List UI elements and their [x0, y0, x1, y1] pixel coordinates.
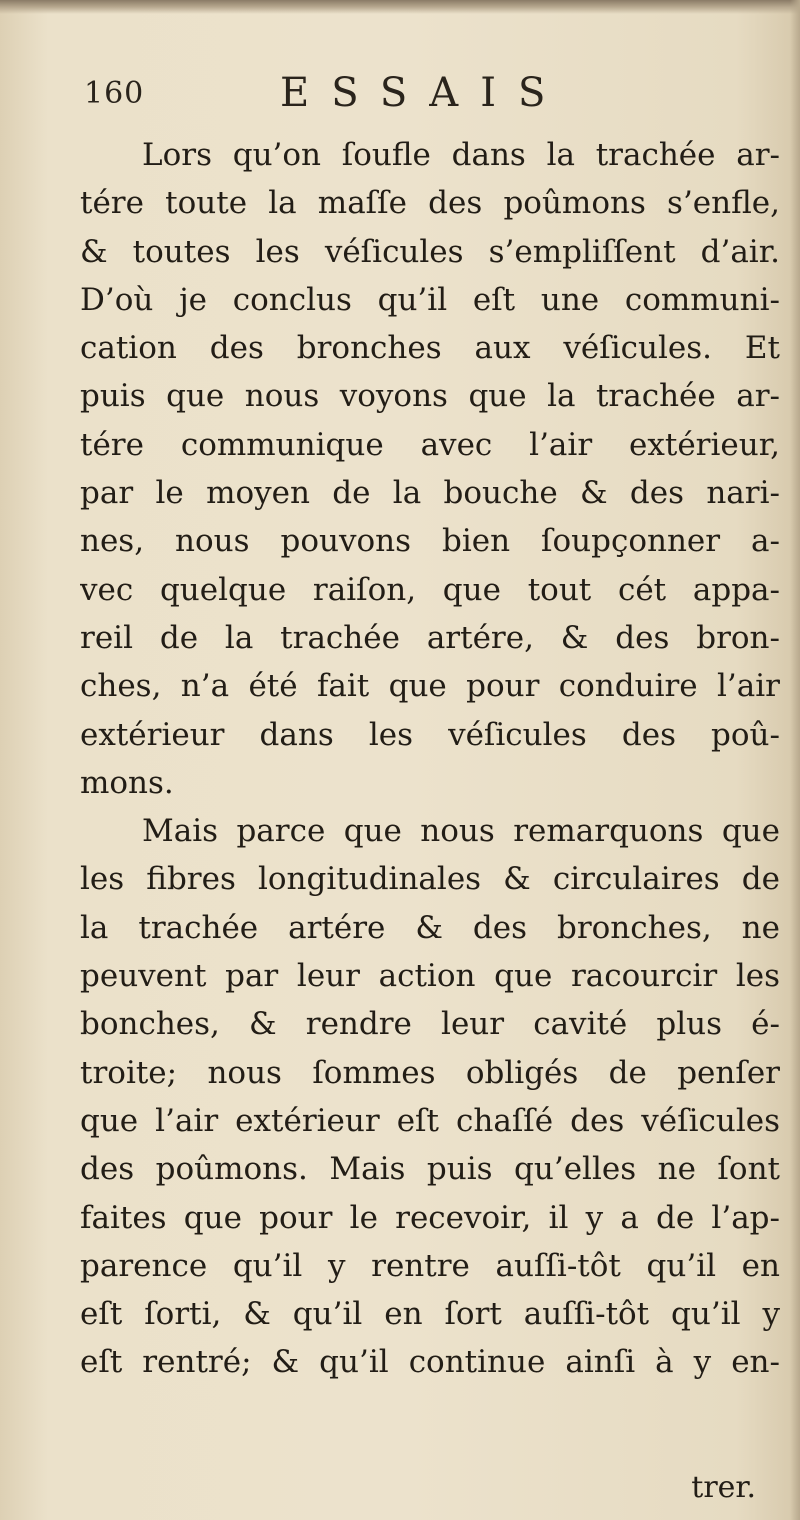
body-text — [80, 131, 780, 1387]
text-line: tére communique avec l’air extérieur, — [80, 426, 780, 463]
text-line: la trachée artére & des bronches, ne — [80, 909, 780, 946]
page-right-edge — [790, 0, 800, 1520]
text-line: peuvent par leur action que racourcir les — [80, 958, 780, 995]
text-line: cation des bronches aux véſicules. Et — [80, 330, 780, 367]
text-line: eſt ſorti, & qu’il en ſort auſſi-tôt qu’il y — [80, 1296, 780, 1333]
text-line: tére toute la maſſe des poûmons s’enfle, — [80, 185, 780, 222]
text-line: mons. — [80, 764, 174, 801]
text-line: faites que pour le recevoir, il y a de l’ap- — [80, 1199, 780, 1236]
text-line: Mais parce que nous remarquons que — [142, 813, 780, 850]
running-title: ESSAIS — [280, 70, 568, 116]
text-line: puis que nous voyons que la trachée ar- — [80, 378, 780, 415]
text-line: eſt rentré; & qu’il continue ainſi à y en- — [80, 1344, 780, 1381]
text-line: nes, nous pouvons bien ſoupçonner a- — [80, 523, 780, 560]
text-line: vec quelque raiſon, que tout cét appa- — [80, 571, 780, 608]
text-line: des poûmons. Mais puis qu’elles ne ſont — [80, 1151, 780, 1188]
text-line: les fibres longitudinales & circulaires de — [80, 861, 780, 898]
text-line: parence qu’il y rentre auſſi-tôt qu’il en — [80, 1247, 780, 1284]
text-line: par le moyen de la bouche & des nari- — [80, 475, 780, 512]
page-top-edge — [0, 0, 800, 14]
text-line: reil de la trachée artére, & des bron- — [80, 619, 780, 656]
catchword: trer. — [691, 1470, 756, 1505]
text-line: que l’air extérieur eſt chaſſé des véſicules — [80, 1102, 780, 1139]
text-line: & toutes les véſicules s’empliſſent d’air. — [80, 233, 780, 270]
page-header — [84, 66, 764, 126]
text-line: troite; nous ſommes obligés de penſer — [80, 1054, 780, 1091]
text-line: Lors qu’on ſoufle dans la trachée ar- — [142, 137, 780, 173]
text-line: bonches, & rendre leur cavité plus é- — [80, 1006, 780, 1043]
page-number: 160 — [84, 76, 145, 111]
text-line: D’où je conclus qu’il eſt une communi- — [80, 281, 780, 318]
text-line: extérieur dans les véſicules des poû- — [80, 716, 780, 753]
text-line: ches, n’a été fait que pour conduire l’air — [80, 668, 780, 705]
